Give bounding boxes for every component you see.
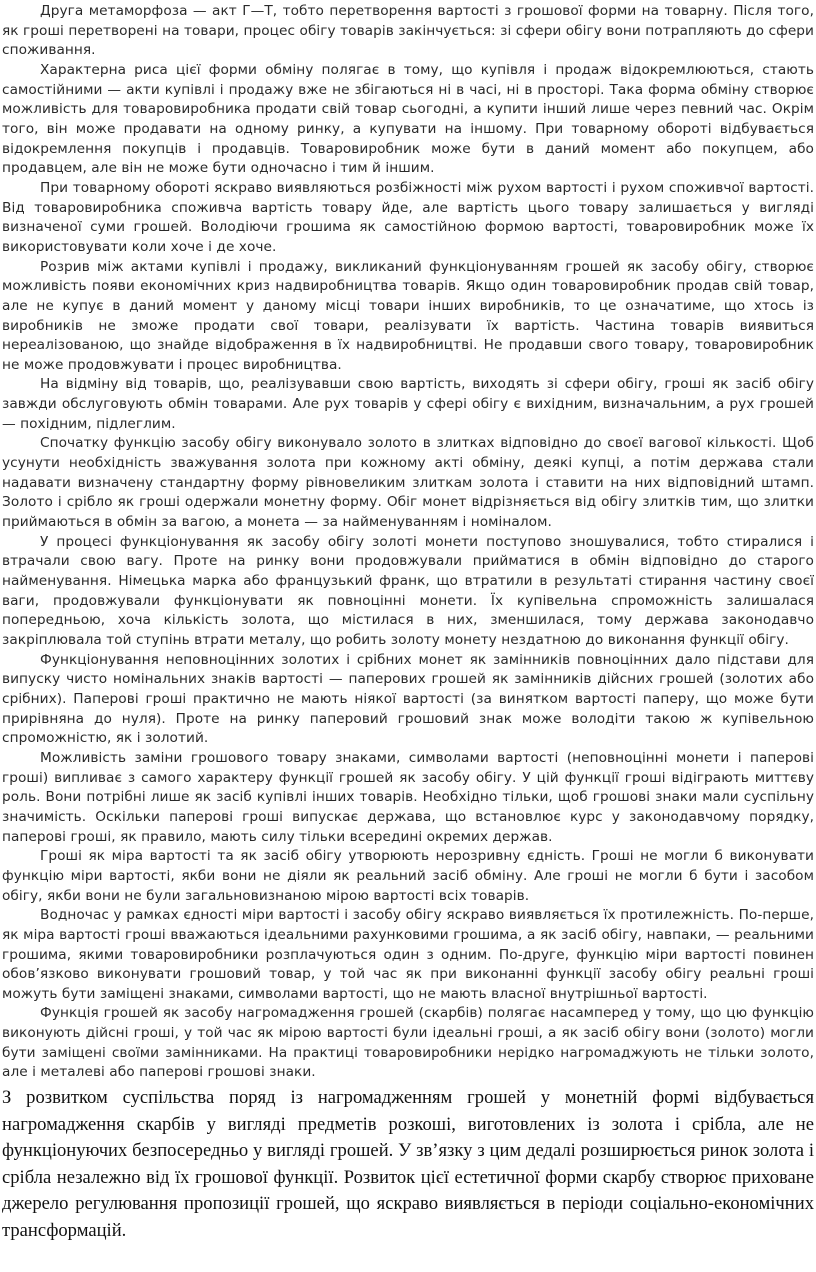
paragraph-1: Друга метаморфоза — акт Г—Т, тобто перетворення вартості з грошової форми на товарну. Після того, як гроші перетворені на товари, процес обігу товарів закінчується: зі сфери обігу вони потрапляють до сфери споживання. — [2, 3, 814, 59]
paragraph-5: На відміну від товарів, що, реалізувавши свою вартість, виходять зі сфери обігу, гроші як засіб обігу завжди обслуговують обмін товарами. Але рух товарів у сфері обігу є вихідним, визначальним, а рух грошей — похідним, підлеглим. — [2, 376, 814, 432]
paragraph-11: Водночас у рамках єдності міри вартості і засобу обігу яскраво виявляється їх протилежність. По-перше, як міра вартості гроші вважаються ідеальними рахунковими грошима, а як засіб обігу, навпаки, — реальними грошима, якими товаровиробники розплачуються один з одним. По-друге, функцію міри вартості повинен обов’язково виконувати грошовий товар, у той час як при виконанні функції засобу обігу реальні гроші можуть бути заміщені знаками, символами вартості, що не мають власної внутрішньої вартості. — [2, 907, 814, 1002]
paragraph-9: Можливість заміни грошового товару знаками, символами вартості (неповноцінні монети і паперові гроші) випливає з самого характеру функції грошей як засобу обігу. У цій функції гроші відіграють миттєву роль. Вони потрібні лише як засіб купівлі інших товарів. Необхідно тільки, щоб грошові знаки мали суспільну значимість. Оскільки паперові гроші випускає держава, що встановлює курс у законодавчому порядку, паперові гроші, як правило, мають силу тільки всередині окремих держав. — [2, 749, 814, 845]
serif-text-block — [2, 1085, 814, 1245]
paragraph-4: Розрив між актами купівлі і продажу, викликаний функціонуванням грошей як засобу обігу, створює можливість появи економічних криз надвиробництва товарів. Якщо один товаровиробник продав свій товар, але не купує в даний момент у даному місці товари інших виробників, то це означатиме, що хтось із виробників не зможе продати свої товари, реалізувати їх вартість. Частина товарів виявиться нереалізованою, що знайде відображення в їх надвиробництві. Не продавши свого товару, товаровиробник не може продовжувати і процес виробництва. — [2, 258, 814, 373]
paragraph-2: Характерна риса цієї форми обміну полягає в тому, що купівля і продаж відокремлюються, стають самостійними — акти купівлі і продажу вже не збігаються ні в часі, ні в просторі. Така форма обміну створює можливість для товаровиробника продати свій товар сьогодні, а купити інший лише через певний час. Окрім того, він може продавати на одному ринку, а купувати на іншому. При товарному обороті відбувається відокремлення покупців і продавців. Товаровиробник може бути в даний момент або покупцем, або продавцем, але він не може бути одночасно і тим й іншим. — [2, 61, 814, 177]
paragraph-7: У процесі функціонування як засобу обігу золоті монети поступово зношувалися, тобто стиралися і втрачали свою вагу. Проте на ринку вони продовжували прийматися в обмін відповідно до старого найменування. Німецька марка або французький франк, що втратили в результаті стирання частину своєї ваги, продовжували функціонувати як повноцінні монети. Їх купівельна спроможність залишалася попередньою, хоча кількість золота, що містилася в них, зменшилася, тому держава законодавчо закріплювала той ступінь втрати металу, що робить золоту монету нездатною до виконання функції обігу. — [2, 533, 814, 648]
paragraph-8: Функціонування неповноцінних золотих і срібних монет як замінників повноцінних дало підстави для випуску чисто номінальних знаків вартості — паперових грошей як замінників дійсних грошей (золотих або срібних). Паперові гроші практично не мають ніякої вартості (за винятком вартості паперу, що може бути прирівняна до нуля). Проте на ринку паперовий грошовий знак може володіти такою ж купівельною спроможністю, як і золотий. — [2, 651, 814, 747]
serif-paragraph: З розвитком суспільства поряд із нагромадженням грошей у монетній формі відбувається нагромадження скарбів у вигляді предметів розкоші, виготовлених із золота і срібла, але не функціонуючих безпосередньо у вигляді грошей. У зв’язку з цим дедалі розширюється ринок золота і срібла незалежно від їх грошової функції. Розвиток цієї естетичної форми скарбу створює приховане джерело регулювання пропозиції грошей, що яскраво виявляється в періоди соціально-економічних трансформацій. — [2, 1087, 814, 1242]
paragraph-12: Функція грошей як засобу нагромадження грошей (скарбів) полягає насамперед у тому, що цю функцію виконують дійсні гроші, у той час як мірою вартості були ідеальні гроші, а як засіб обігу вони (золото) могли бути заміщені своїми замінниками. На практиці товаровиробники нерідко нагромаджують не тільки золото, але і металеві або паперові грошові знаки. — [2, 1005, 814, 1081]
paragraph-6: Спочатку функцію засобу обігу виконувало золото в злитках відповідно до своєї вагової кількості. Щоб усунути необхідність зважування золота при кожному акті обміну, деякі купці, а потім держава стали надавати визначену стандартну форму рівновеликим злиткам золота і ставити на них відповідний штамп. Золото і срібло як гроші одержали монетну форму. Обіг монет відрізняється від обігу злитків тим, що злитки приймаються в обмін за вагою, а монета — за найменуванням і номіналом. — [2, 435, 814, 531]
paragraph-3: При товарному обороті яскраво виявляються розбіжності між рухом вартості і рухом споживчої вартості. Від товаровиробника споживча вартість товару йде, але вартість цього товару залишається у вигляді визначеної суми грошей. Володіючи грошима як самостійною формою вартості, товаровиробник може їх використовувати коли хоче і де хоче. — [2, 179, 814, 255]
main-text-block — [2, 2, 814, 1083]
paragraph-10: Гроші як міра вартості та як засіб обігу утворюють нерозривну єдність. Гроші не могли б виконувати функцію міри вартості, якби вони не діяли як реальний засіб обміну. Але гроші не могли б бути і засобом обігу, якби вони не були загальновизнаною мірою вартості всіх товарів. — [2, 848, 814, 904]
